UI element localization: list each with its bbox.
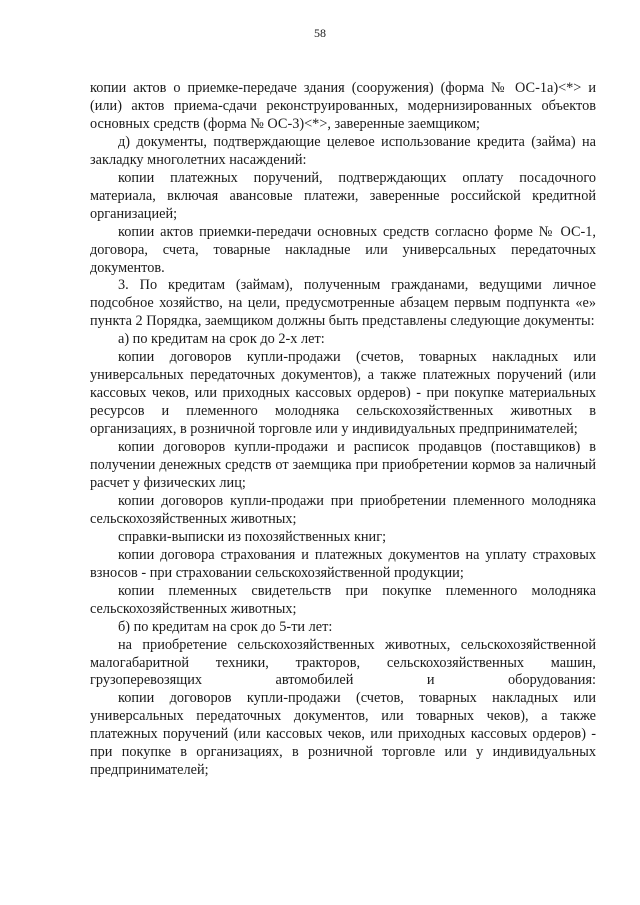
paragraph: копии актов о приемке-передаче здания (сооружения) (форма № ОС-1а)<*> и (или) актов приема-сдачи реконструированных, модернизированных объектов основных средств (форма № ОС-3)<*>, заверенные заемщиком; [90, 80, 596, 132]
paragraph: копии договоров купли-продажи (счетов, товарных накладных или универсальных передаточных документов, или товарных чеков), а также платежных поручений (или кассовых чеков, или приходных кассовых ордеров) - при покупке в организациях, в розничной торговле или у индивидуальных предпринимателей; [90, 690, 596, 779]
paragraph: 3. По кредитам (займам), полученным гражданами, ведущими личное подсобное хозяйство, на цели, предусмотренные абзацем первым подпункта «е» пункта 2 Порядка, заемщиком должны быть представлены следующие документы: [90, 277, 596, 330]
paragraph: копии договоров купли-продажи (счетов, товарных накладных или универсальных передаточных документов), а также платежных поручений (или кассовых чеков, или приходных кассовых ордеров) - при покупке материальных ресурсов и племенного молодняка сельскохозяйственных животных в организациях, в розничной торговле или у индивидуальных предпринимателей; [90, 349, 596, 438]
paragraph: а) по кредитам на срок до 2-х лет: [118, 331, 325, 348]
page-number: 58 [314, 26, 326, 40]
paragraph: копии договора страхования и платежных документов на уплату страховых взносов - при страховании сельскохозяйственной продукции; [90, 546, 596, 581]
paragraph: на приобретение сельскохозяйственных животных, сельскохозяйственной малогабаритной техники, тракторов, сельскохозяйственных машин, грузоперевозящих автомобилей и оборудования: [90, 636, 596, 689]
paragraph: копии договоров купли-продажи и расписок продавцов (поставщиков) в получении денежных средств от заемщика при приобретении кормов за наличный расчет у физических лиц; [90, 439, 596, 491]
paragraph: справки-выписки из похозяйственных книг; [118, 528, 387, 545]
paragraph: д) документы, подтверждающие целевое использование кредита (займа) на закладку многолетних насаждений: [90, 133, 596, 168]
paragraph: копии племенных свидетельств при покупке племенного молодняка сельскохозяйственных животных; [90, 582, 596, 617]
paragraph: б) по кредитам на срок до 5-ти лет: [118, 618, 333, 635]
paragraph: копии актов приемки-передачи основных средств согласно форме № ОС-1, договора, счета, товарные накладные или универсальных передаточных документов. [90, 223, 596, 276]
document-body [90, 80, 596, 780]
paragraph: копии договоров купли-продажи при приобретении племенного молодняка сельскохозяйственных животных; [90, 492, 596, 527]
paragraph: копии платежных поручений, подтверждающих оплату посадочного материала, включая авансовые платежи, заверенные российской кредитной организацией; [90, 169, 596, 222]
